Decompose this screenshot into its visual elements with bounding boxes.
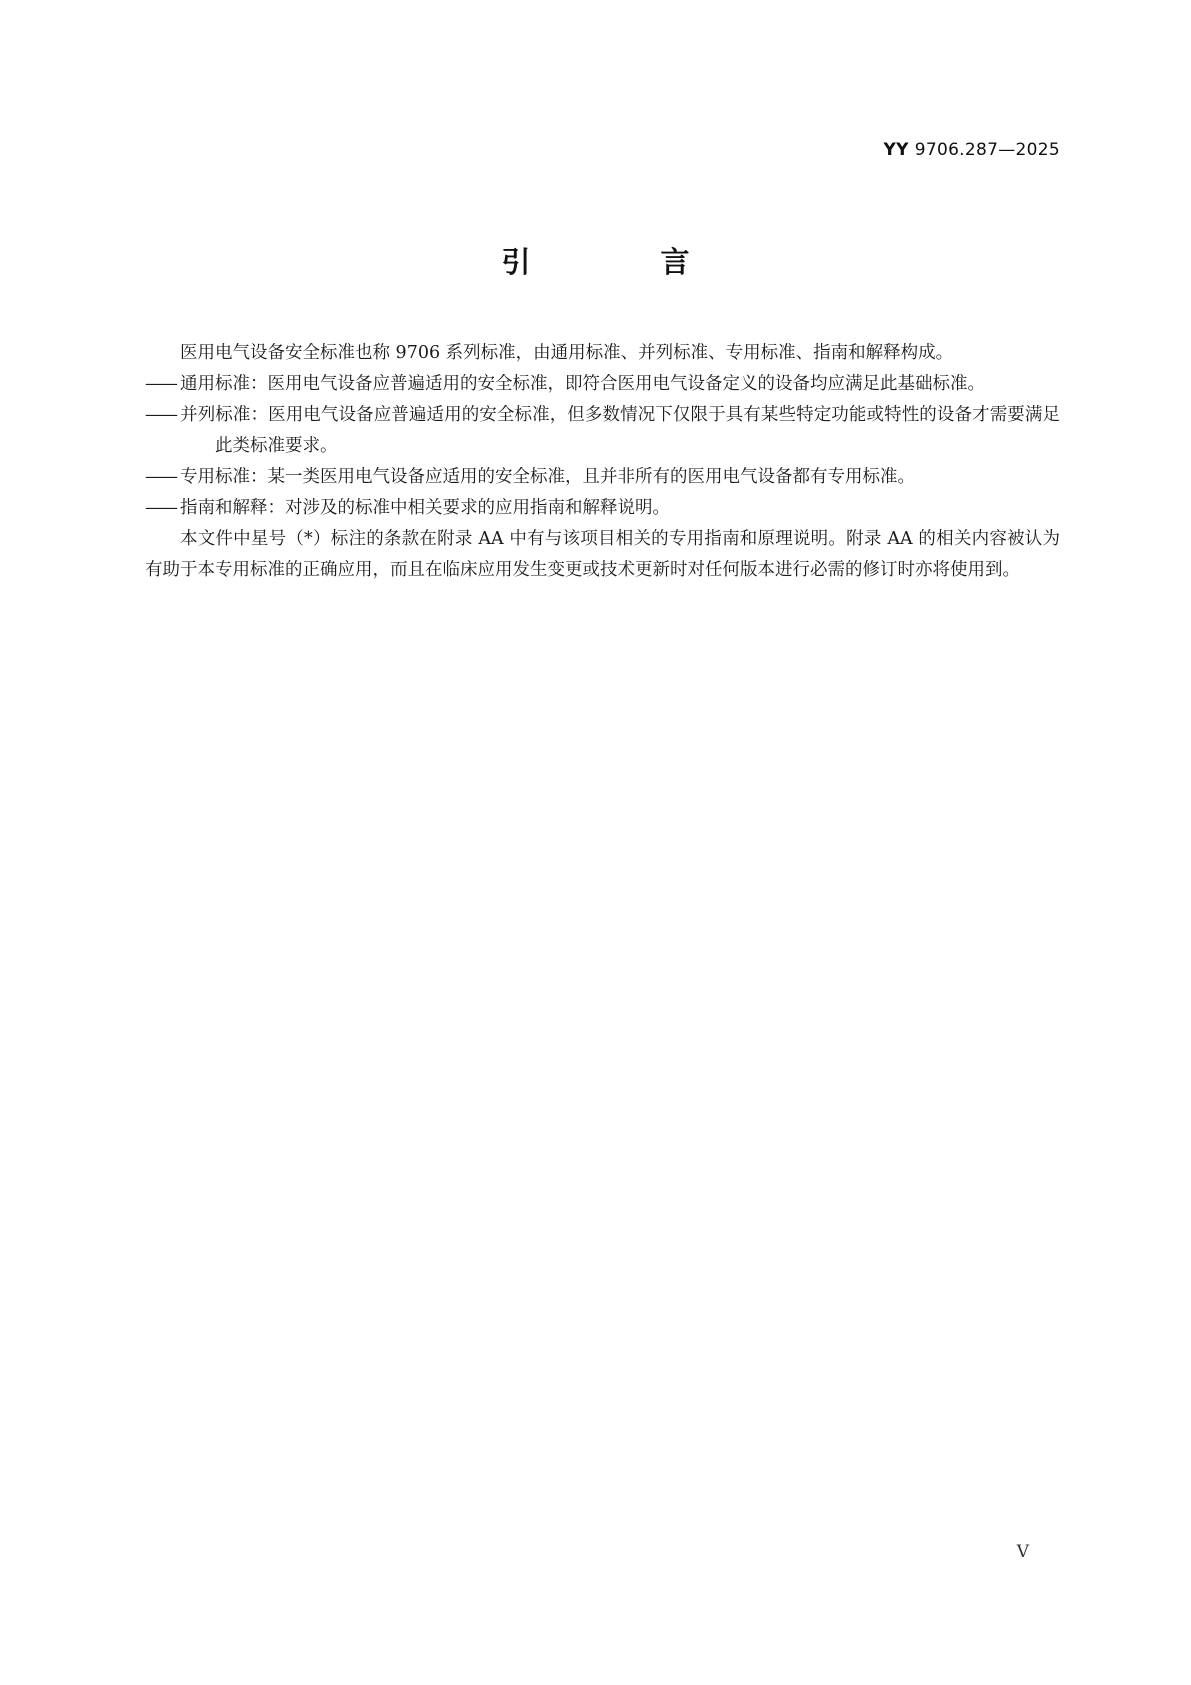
closing-paragraph: 本文件中星号（*）标注的条款在附录 AA 中有与该项目相关的专用指南和原理说明。附录 AA 的相关内容被认为有助于本专用标准的正确应用，而且在临床应用发生变更或技术更新时对任何版本进行必需的修订时亦将使用到。 <box>145 529 1060 580</box>
list-item-text: 通用标准：医用电气设备应普遍适用的安全标准，即符合医用电气设备定义的设备均应满足此基础标准。 <box>180 374 985 394</box>
dash-marker: —— <box>145 498 176 518</box>
introduction-body <box>145 338 1060 586</box>
dash-marker: —— <box>145 374 176 394</box>
list-item-collateral-standard <box>145 400 1060 462</box>
dash-marker: —— <box>145 467 176 487</box>
page-title: 引 言 <box>501 245 750 279</box>
list-item-text: 专用标准：某一类医用电气设备应适用的安全标准，且并非所有的医用电气设备都有专用标准。 <box>180 467 915 487</box>
document-code <box>883 140 1060 160</box>
list-item-text: 并列标准：医用电气设备应普遍适用的安全标准，但多数情况下仅限于具有某些特定功能或特性的设备才需要满足此类标准要求。 <box>180 405 1060 456</box>
document-code-number: 9706.287—2025 <box>914 140 1060 160</box>
list-item-particular-standard <box>145 462 1060 493</box>
list-item-text: 指南和解释：对涉及的标准中相关要求的应用指南和解释说明。 <box>180 498 670 518</box>
page-number: V <box>1016 1542 1029 1562</box>
list-item-general-standard <box>145 369 1060 400</box>
list-item-guidance <box>145 493 1060 524</box>
document-code-prefix: YY <box>883 140 909 160</box>
dash-marker: —— <box>145 405 176 425</box>
intro-paragraph: 医用电气设备安全标准也称 9706 系列标准，由通用标准、并列标准、专用标准、指南和解释构成。 <box>180 343 954 363</box>
